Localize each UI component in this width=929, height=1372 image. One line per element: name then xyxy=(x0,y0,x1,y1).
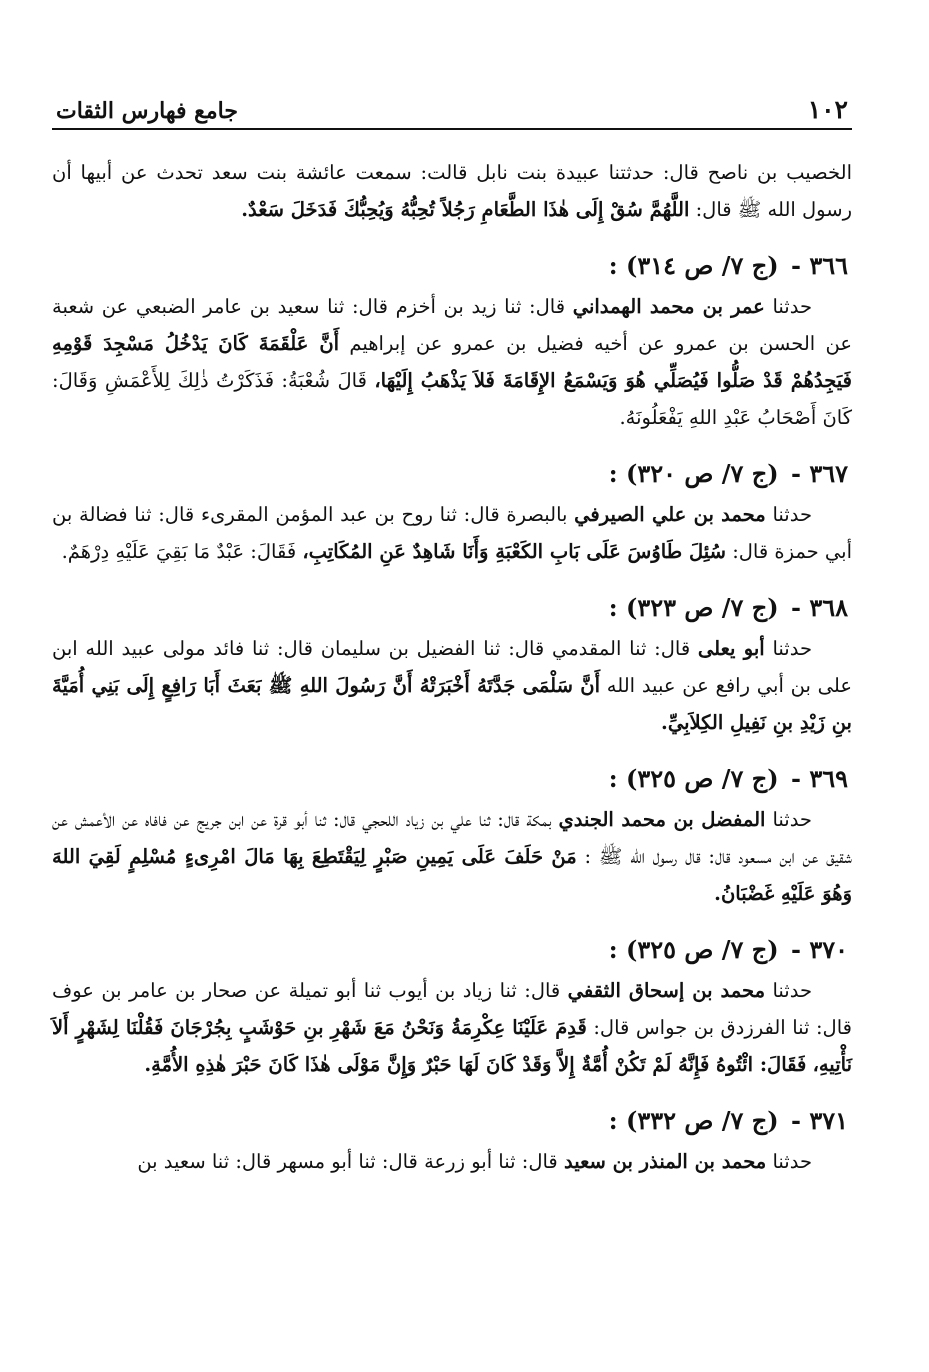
hadith-narrator: محمد بن المنذر بن سعيد xyxy=(563,1150,767,1173)
hadith-number: ٣٧١ - xyxy=(791,1106,848,1135)
hadith-quote: سُئِلَ طَاوُسَ عَلَى بَابِ الكَعْبَةِ وَأَنَا شَاهِدٌ عَنِ المُكَاتِبِ، xyxy=(302,540,726,563)
continuation-quote: اللَّهُمَّ سُقْ إِلَى هٰذَا الطَّعَامِ رَجُلاً تُحِبُّهُ وَيُحِبُّكَ فَدَخَلَ سَعْدٌ. xyxy=(241,198,690,221)
hadith-quote: أَنَّ عَلْقَمَةَ كَانَ يَدْخُلُ مَسْجِدَ قَوْمِهِ فَيَجِدُهُمْ قَدْ صَلُّوا فَيُصَلِّي هُوَ وَيَسْمَعُ الإِقَامَةَ فَلاَ يَذْهَبُ إِلَيْهَا، xyxy=(52,332,852,392)
hadith-chain: بمكة قال: ثنا علي بن زياد اللحجي قال: ثنا أبو قرة عن ابن جريج عن فافاه عن الأعمش عن شقيق عن ابن مسعود قال: قال رسول الله ﷺ : xyxy=(52,808,852,868)
hadith-narrator: المفضل بن محمد الجندي xyxy=(558,808,766,831)
hadith-text xyxy=(52,1143,852,1180)
continuation-paragraph xyxy=(52,154,852,228)
hadith-number: ٣٦٧ - xyxy=(791,459,848,488)
book-page xyxy=(52,88,852,1180)
hadith-intro: حدثنا xyxy=(772,295,812,318)
hadith-heading xyxy=(52,930,852,970)
hadith-text xyxy=(52,288,852,436)
hadith-text xyxy=(52,496,852,570)
page-number: ١٠٢ xyxy=(807,95,848,124)
hadith-entry xyxy=(52,454,852,570)
hadith-reference: (ج ٧/ ص ٣١٤) : xyxy=(608,251,779,280)
hadith-entry xyxy=(52,588,852,741)
hadith-heading xyxy=(52,588,852,628)
hadith-intro: حدثنا xyxy=(772,808,812,831)
hadith-heading xyxy=(52,1101,852,1141)
hadith-reference: (ج ٧/ ص ٣٢٠) : xyxy=(608,459,779,488)
hadith-entry xyxy=(52,930,852,1083)
hadith-quote: قَدِمَ عَلَيْنَا عِكْرِمَةُ وَنَحْنُ مَعَ شَهْرِ بنِ حَوْشَبٍ بِجُرْجَانَ فَقُلْنَا لِشَهْرٍ أَلاَ نَأْتِيهِ، xyxy=(52,1016,852,1076)
hadith-chain: قال: ثنا زيد بن أخزم قال: ثنا سعيد بن عامر الضبعي عن شعبة عن الحسن بن عمرو عن أخيه فضيل بن عمرو عن إبراهيم xyxy=(52,295,852,355)
book-title: جامع فهارس الثقات xyxy=(56,98,238,124)
hadith-quote: أَنَّ سَلْمَى جَدَّتَهُ أَخْبَرَتْهُ أَنَّ رَسُولَ اللهِ ﷺ بَعَثَ أَبَا رَافِعٍ إِلَى بَنِي أُمَيَّةَ بنِ زَيْدِ بنِ نَفِيلِ الكِلاَبِيِّ. xyxy=(52,674,852,734)
hadith-number: ٣٦٩ - xyxy=(791,764,848,793)
hadith-quote: مَنْ حَلَفَ عَلَى يَمِينِ صَبْرٍ لِيَقْتَطِعَ بِهَا مَالَ امْرِىءٍ مُسْلِمٍ لَقِيَ اللهَ وَهُوَ عَلَيْهِ غَضْبَانُ. xyxy=(52,845,852,905)
hadith-intro: حدثنا xyxy=(772,1150,812,1173)
hadith-chain: قال: ثنا زياد بن أيوب ثنا أبو تميلة عن صحار بن عامر بن عوف قال: ثنا الفرزدق بن جواس قال: xyxy=(52,979,852,1039)
hadith-number: ٣٦٦ - xyxy=(791,251,848,280)
hadith-text xyxy=(52,801,852,912)
hadith-reference: (ج ٧/ ص ٣٢٣) : xyxy=(608,593,779,622)
hadith-entry xyxy=(52,759,852,912)
hadith-chain: قال: ثنا المقدمي قال: ثنا الفضيل بن سليمان قال: ثنا فائد مولى عبيد الله ابن على بن أبي رافع عن عبيد الله xyxy=(52,637,852,697)
hadith-reference: (ج ٧/ ص ٣٣٢) : xyxy=(608,1106,779,1135)
hadith-narrator: محمد بن علي الصيرفي xyxy=(574,503,766,526)
hadith-text xyxy=(52,972,852,1083)
hadith-chain: بالبصرة قال: ثنا روح بن عبد المؤمن المقرىء قال: ثنا فضالة بن أبي حمزة قال: xyxy=(52,503,852,563)
continuation-text: الخصيب بن ناصح قال: حدثتنا عبيدة بنت نابل قالت: سمعت عائشة بنت سعد تحدث عن أبيها أن رسول الله ﷺ قال: xyxy=(52,161,852,221)
hadith-heading xyxy=(52,454,852,494)
hadith-tail: فَقَالَ: ائْتُوهُ فَإِنَّهُ لَمْ تَكُنْ أُمَّةٌ إِلاَّ وَقَدْ كَانَ لَهَا حَبْرٌ وَإِنَّ مَوْلَى هٰذَا كَانَ حَبْرَ هٰذِهِ الأُمَّةِ. xyxy=(144,1053,807,1076)
hadith-chain: قال: ثنا أبو زرعة قال: ثنا أبو مسهر قال: ثنا سعيد بن xyxy=(137,1150,558,1173)
hadith-narrator: عمر بن محمد الهمداني xyxy=(572,295,765,318)
hadith-reference: (ج ٧/ ص ٣٢٥) : xyxy=(608,764,779,793)
hadith-intro: حدثنا xyxy=(772,637,812,660)
hadith-heading xyxy=(52,759,852,799)
hadith-number: ٣٧٠ - xyxy=(791,935,848,964)
hadith-intro: حدثنا xyxy=(772,503,812,526)
running-header xyxy=(52,88,852,130)
hadith-heading xyxy=(52,246,852,286)
hadith-reference: (ج ٧/ ص ٣٢٥) : xyxy=(608,935,779,964)
hadith-narrator: محمد بن إسحاق الثقفي xyxy=(567,979,766,1002)
hadith-narrator: أبو يعلى xyxy=(697,637,765,660)
hadith-entry xyxy=(52,1101,852,1180)
hadith-tail: قَالَ شُعْبَةُ: فَذَكَرْتُ ذٰلِكَ لِلأَعْمَشِ وَقَالَ: كَانَ أَصْحَابُ عَبْدِ اللهِ يَفْعَلُونَهُ. xyxy=(52,369,852,429)
hadith-number: ٣٦٨ - xyxy=(791,593,848,622)
hadith-tail: فَقَالَ: عَبْدٌ مَا بَقِيَ عَلَيْهِ دِرْهَمٌ. xyxy=(61,540,297,563)
hadith-text xyxy=(52,630,852,741)
hadith-intro: حدثنا xyxy=(772,979,813,1002)
hadith-entry xyxy=(52,246,852,436)
page-body xyxy=(52,154,852,1180)
